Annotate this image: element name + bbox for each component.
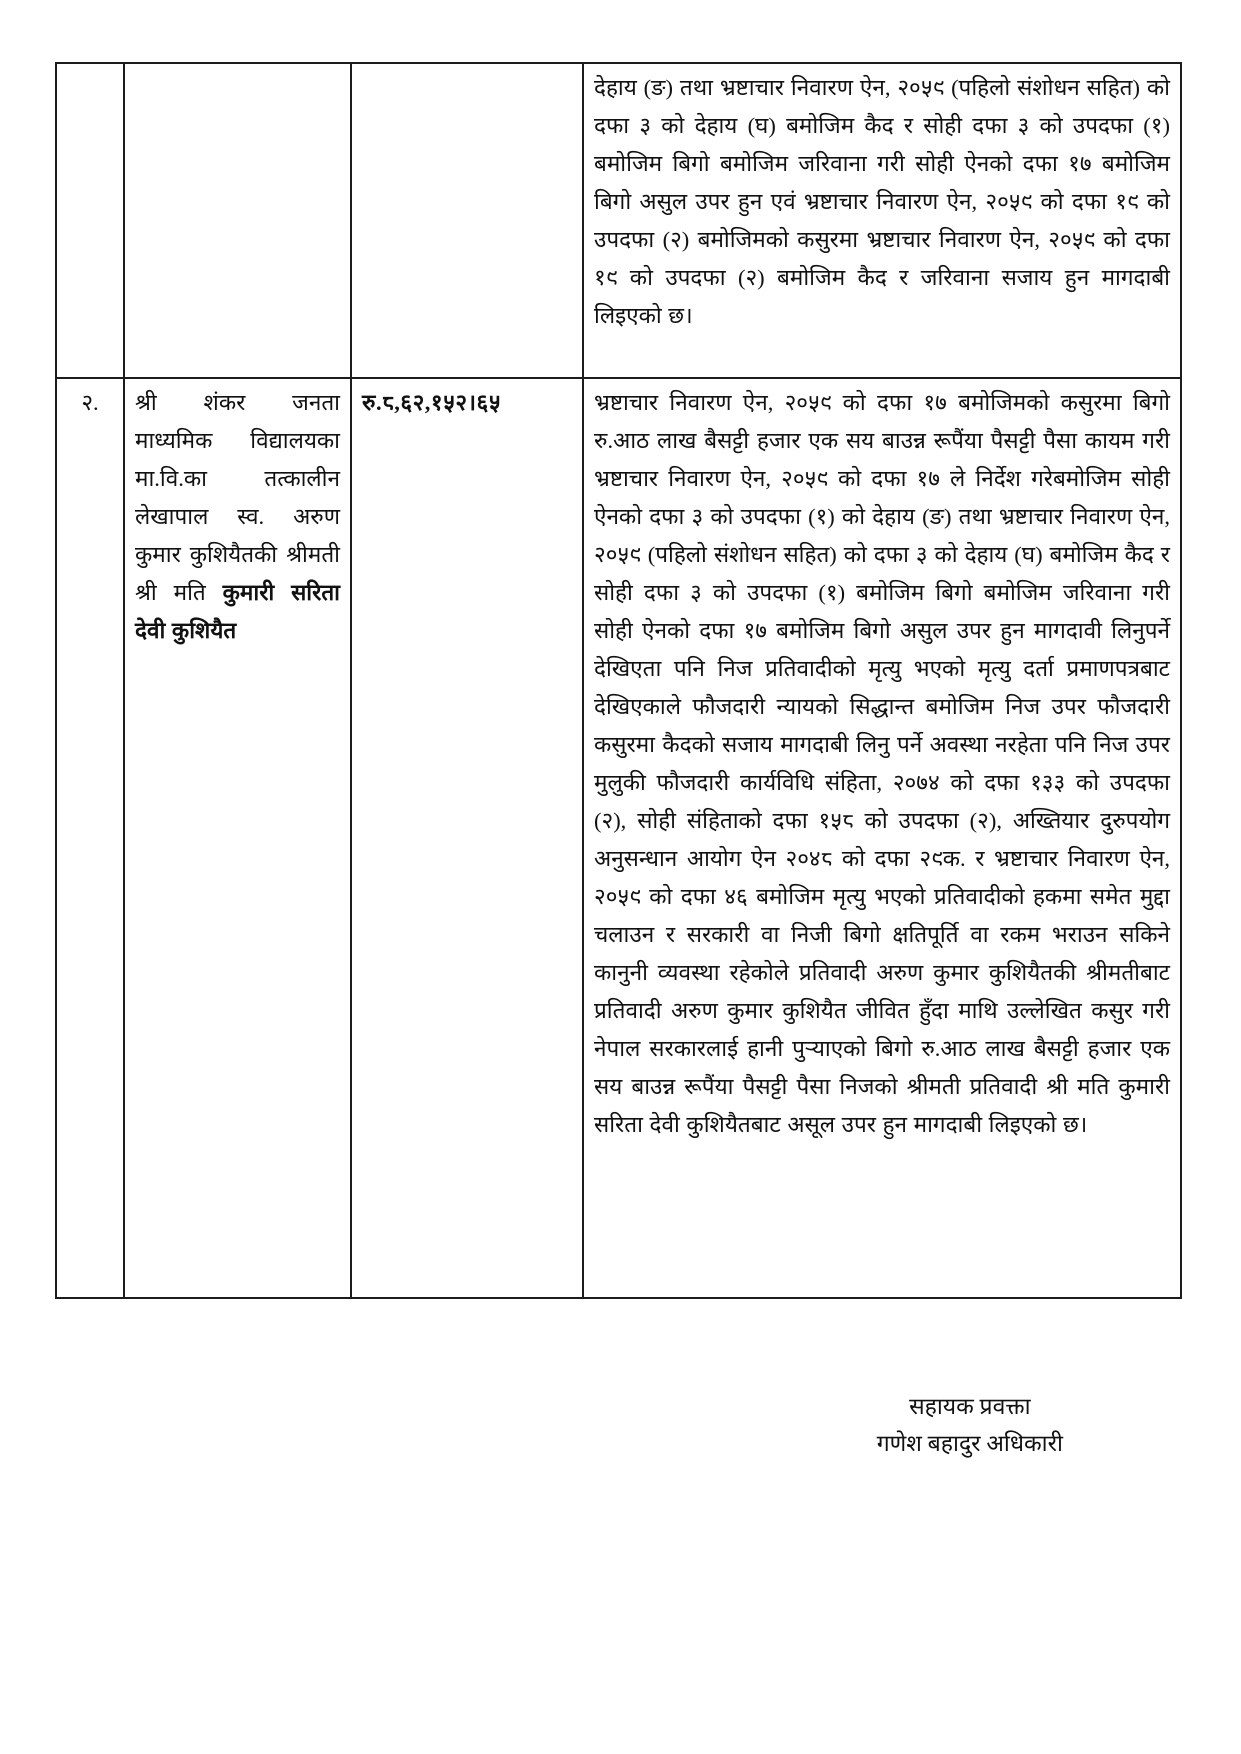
defendant-name-cell [124, 63, 351, 378]
signature-block [877, 1388, 1063, 1462]
signatory-title: सहायक प्रवक्ता [909, 1394, 1031, 1419]
defendant-name-cell [124, 378, 351, 1298]
serial-number-cell: २. [56, 378, 124, 1298]
table-row [56, 63, 1181, 378]
amount-cell [351, 63, 583, 378]
defendant-name-text: श्री शंकर जनता माध्यमिक विद्यालयका मा.वि.का तत्कालीन लेखापाल स्व. अरुण कुमार कुशियैतकी श्रीमती श्री मति [135, 390, 340, 605]
case-details-table [55, 62, 1182, 1299]
serial-number-cell [56, 63, 124, 378]
defendant-name-bold-text: कुमारी सरिता देवी कुशियैत [135, 580, 340, 643]
charge-description-cell: भ्रष्टाचार निवारण ऐन, २०५९ को दफा १७ बमोजिमको कसुरमा बिगो रु.आठ लाख बैसट्टी हजार एक सय बाउन्न रूपैंया पैसट्टी पैसा कायम गरी भ्रष्टाचार निवारण ऐन, २०५९ को दफा १७ ले निर्देश गरेबमोजिम सोही ऐनको दफा ३ को उपदफा (१) को देहाय (ङ) तथा भ्रष्टाचार निवारण ऐन, २०५९ (पहिलो संशोधन सहित) को दफा ३ को देहाय (घ) बमोजिम कैद र सोही दफा ३ को उपदफा (१) बमोजिम बिगो बमोजिम जरिवाना गरी सोही ऐनको दफा १७ बमोजिम बिगो असुल उपर हुन मागदावी लिनुपर्ने देखिएता पनि निज प्रतिवादीको मृत्यु भएको मृत्यु दर्ता प्रमाणपत्रबाट देखिएकाले फौजदारी न्यायको सिद्धान्त बमोजिम निज उपर फौजदारी कसुरमा कैदको सजाय मागदाबी लिनु पर्ने अवस्था नरहेता पनि निज उपर मुलुकी फौजदारी कार्यविधि संहिता, २०७४ को दफा १३३ को उपदफा (२), सोही संहिताको दफा १५८ को उपदफा (२), अख्तियार दुरुपयोग अनुसन्धान आयोग ऐन २०४८ को दफा २९क. र भ्रष्टाचार निवारण ऐन, २०५९ को दफा ४६ बमोजिम मृत्यु भएको प्रतिवादीको हकमा समेत मुद्दा चलाउन र सरकारी वा निजी बिगो क्षतिपूर्ति वा रकम भराउन सकिने कानुनी व्यवस्था रहेकोले प्रतिवादी अरुण कुमार कुशियैतकी श्रीमतीबाट प्रतिवादी अरुण कुमार कुशियैत जीवित हुँदा माथि उल्लेखित कसुर गरी नेपाल सरकारलाई हानी पुऱ्याएको बिगो रु.आठ लाख बैसट्टी हजार एक सय बाउन्न रूपैंया पैसट्टी पैसा निजको श्रीमती प्रतिवादी श्री मति कुमारी सरिता देवी कुशियैतबाट असूल उपर हुन मागदाबी लिइएको छ। [583, 378, 1181, 1298]
amount-cell: रु.८,६२,१५२।६५ [351, 378, 583, 1298]
charge-description-cell: देहाय (ङ) तथा भ्रष्टाचार निवारण ऐन, २०५९ (पहिलो संशोधन सहित) को दफा ३ को देहाय (घ) बमोजिम कैद र सोही दफा ३ को उपदफा (१) बमोजिम बिगो बमोजिम जरिवाना गरी सोही ऐनको दफा १७ बमोजिम बिगो असुल उपर हुन एवं भ्रष्टाचार निवारण ऐन, २०५९ को दफा १९ को उपदफा (२) बमोजिमको कसुरमा भ्रष्टाचार निवारण ऐन, २०५९ को दफा १९ को उपदफा (२) बमोजिम कैद र जरिवाना सजाय हुन मागदाबी लिइएको छ। [583, 63, 1181, 378]
signatory-name: गणेश बहादुर अधिकारी [876, 1431, 1063, 1456]
table-row [56, 378, 1181, 1298]
